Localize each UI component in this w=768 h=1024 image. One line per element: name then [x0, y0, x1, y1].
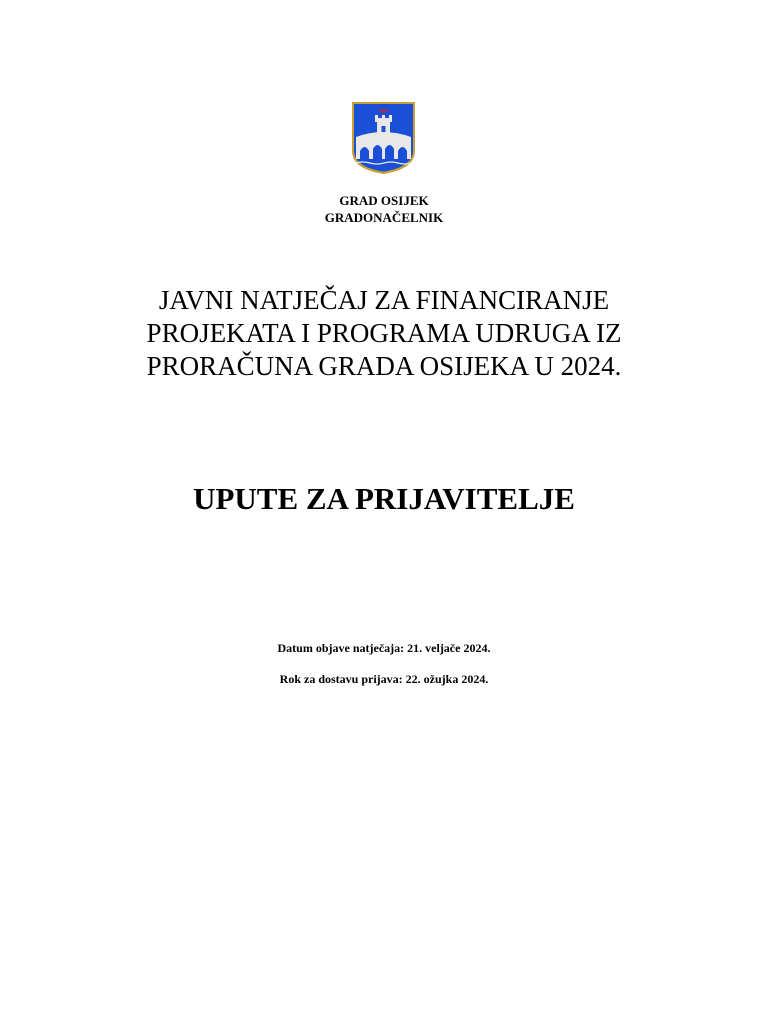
organization-office: GRADONAČELNIK [324, 210, 444, 225]
coat-of-arms-icon [351, 101, 416, 175]
document-title-line: JAVNI NATJEČAJ ZA FINANCIRANJE [158, 285, 610, 315]
organization-name: GRAD OSIJEK [339, 193, 429, 208]
document-title-line: PROJEKATA I PROGRAMA UDRUGA IZ [146, 318, 622, 348]
submission-deadline: Rok za dostavu prijava: 22. ožujka 2024. [279, 672, 489, 686]
document-title [0, 284, 768, 383]
publication-date: Datum objave natječaja: 21. veljače 2024. [277, 641, 491, 655]
document-subtitle: UPUTE ZA PRIJAVITELJE [193, 481, 575, 516]
document-title-line: PRORAČUNA GRADA OSIJEKA U 2024. [146, 351, 622, 381]
